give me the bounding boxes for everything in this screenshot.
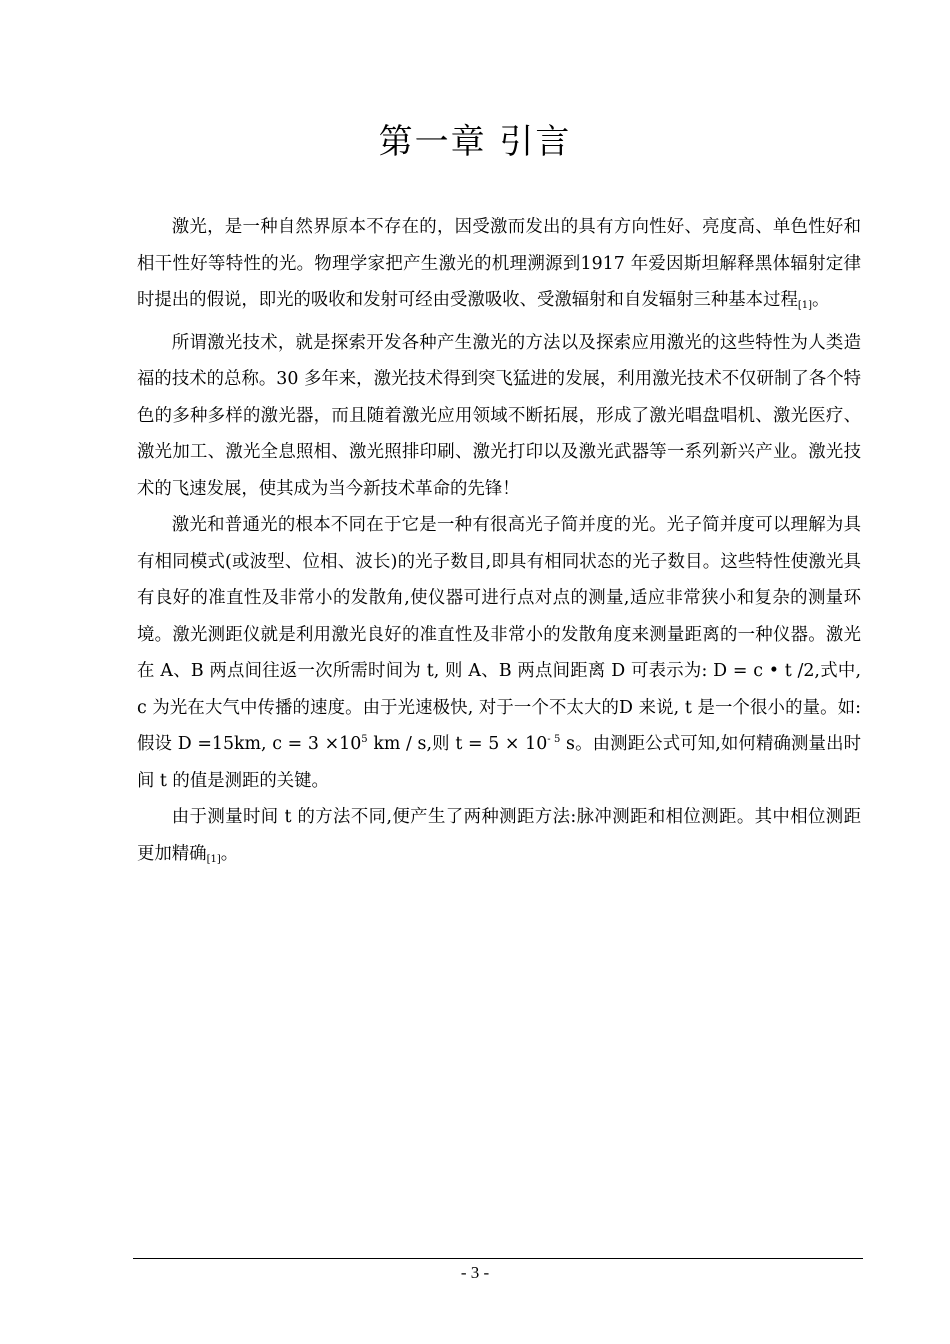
paragraph-3-text-3: s。由测距公式可知,如何精确测量出时间 t 的值是测距的关键。	[137, 734, 862, 791]
paragraph-3	[137, 507, 861, 799]
paragraph-4	[137, 799, 861, 878]
page-number: - 3 -	[460, 1263, 490, 1282]
paragraph-4-end: 。	[220, 843, 239, 864]
paragraph-3-text-2: km / s,则 t = 5 × 10	[367, 734, 548, 754]
chapter-title: 第一章 引言	[378, 122, 572, 162]
paragraph-1	[137, 209, 861, 325]
paragraph-1-text: 激光，是一种自然界原本不存在的，因受激而发出的具有方向性好、亮度高、单色性好和相干性好等特性的光。物理学家把产生激光的机理溯源到1917 年爱因斯坦解释黑体辐射定律时提出的假说，即光的吸收和发射可经由受激吸收、受激辐射和自发辐射三种基本过程	[137, 217, 861, 310]
paragraph-4-text: 由于测量时间 t 的方法不同,便产生了两种测距方法:脉冲测距和相位测距。其中相位测距更加精确	[137, 807, 861, 864]
paragraph-2: 所谓激光技术，就是探索开发各种产生激光的方法以及探索应用激光的这些特性为人类造福的技术的总称。30 多年来，激光技术得到突飞猛进的发展，利用激光技术不仅研制了各个特色的多种多样的激光器，而且随着激光应用领域不断拓展，形成了激光唱盘唱机、激光医疗、激光加工、激光全息照相、激光照排印刷、激光打印以及激光武器等一系列新兴产业。激光技术的飞速发展，使其成为当今新技术革命的先锋！	[137, 332, 861, 499]
citation-ref: [1]	[206, 853, 221, 865]
footer-divider	[133, 1258, 863, 1259]
body-text	[137, 209, 861, 878]
citation-ref: [1]	[797, 300, 813, 311]
paragraph-1-end: 。	[812, 290, 830, 310]
exponent-2: - 5	[547, 734, 561, 746]
paragraph-3-text-1: 激光和普通光的根本不同在于它是一种有很高光子简并度的光。光子简并度可以理解为具有相同模式(或波型、位相、波长)的光子数目,即具有相同状态的光子数目。这些特性使激光具有良好的准直性及非常小的发散角,使仪器可进行点对点的测量,适应非常狭小和复杂的测量环境。激光测距仪就是利用激光良好的准直性及非常小的发散角度来测量距离的一种仪器。激光在 A、B 两点间往返一次所需时间为 t, 则 A、B 两点间距离 D 可表示为: D = c • t /2,式中, c 为光在大气中传播的速度。由于光速极快, 对于一个不太大的D 来说, t 是一个很小的量。如:假设 D =15km, c = 3 ×10	[137, 515, 861, 754]
exponent-1: 5	[361, 734, 368, 746]
